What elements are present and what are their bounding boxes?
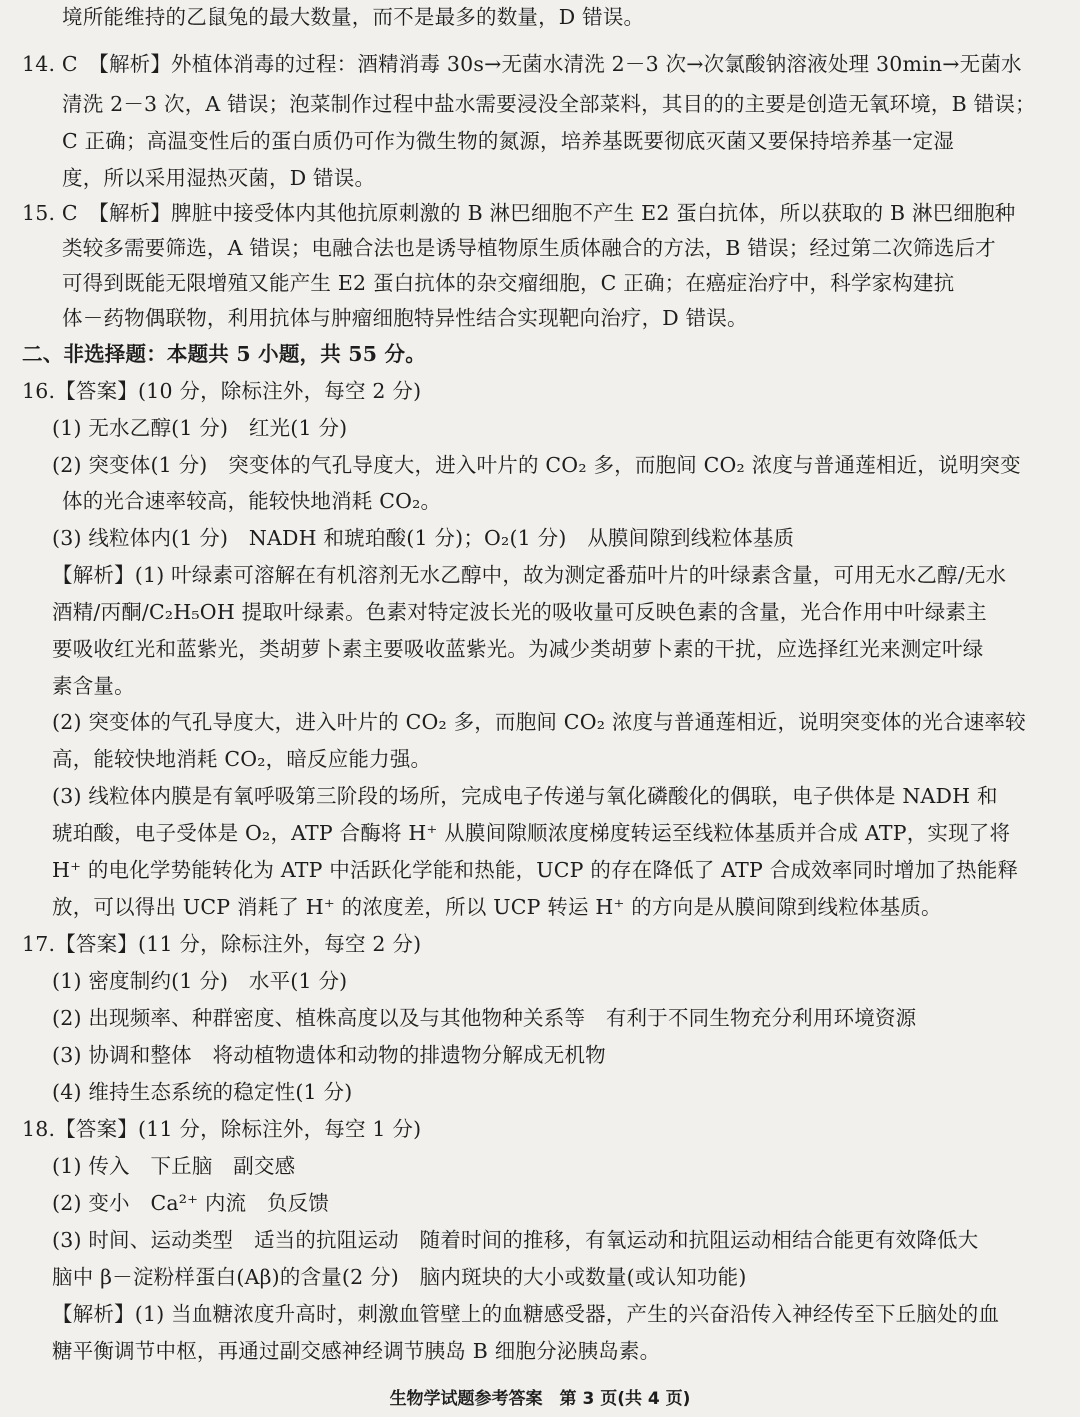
text-line: 【解析】(1) 叶绿素可溶解在有机溶剂无水乙醇中，故为测定番茄叶片的叶绿素含量，可用无水乙醇/无水 [52, 563, 1007, 587]
text-line: C 正确；高温变性后的蛋白质仍可作为微生物的氮源，培养基既要彻底灭菌又要保持培养基一定湿 [62, 129, 954, 153]
text-line: 酒精/丙酮/C₂H₅OH 提取叶绿素。色素对特定波长光的吸收量可反映色素的含量，光合作用中叶绿素主 [52, 600, 987, 624]
text-line: (4) 维持生态系统的稳定性(1 分) [52, 1080, 353, 1104]
text-line: (1) 无水乙醇(1 分) 红光(1 分) [52, 416, 348, 440]
text-line: 境所能维持的乙鼠兔的最大数量，而不是最多的数量，D 错误。 [62, 5, 645, 29]
text-line: (3) 时间、运动类型 适当的抗阻运动 随着时间的推移，有氧运动和抗阻运动相结合能更有效降低大 [52, 1228, 979, 1252]
text-line: 17.【答案】(11 分，除标注外，每空 2 分) [22, 932, 422, 956]
text-line: 14. C 【解析】外植体消毒的过程：酒精消毒 30s→无菌水清洗 2－3 次→次氯酸钠溶液处理 30min→无菌水 [22, 52, 1022, 76]
text-line: 18.【答案】(11 分，除标注外，每空 1 分) [22, 1117, 422, 1141]
text-line: 度，所以采用湿热灭菌，D 错误。 [62, 166, 376, 190]
text-line: 体的光合速率较高，能较快地消耗 CO₂。 [62, 489, 442, 513]
text-line: 脑中 β－淀粉样蛋白(Aβ)的含量(2 分) 脑内斑块的大小或数量(或认知功能) [52, 1265, 747, 1289]
text-line: 体－药物偶联物，利用抗体与肿瘤细胞特异性结合实现靶向治疗，D 错误。 [62, 306, 748, 330]
text-line: 【解析】(1) 当血糖浓度升高时，刺激血管壁上的血糖感受器，产生的兴奋沿传入神经传至下丘脑处的血 [52, 1302, 1000, 1326]
text-line: 可得到既能无限增殖又能产生 E2 蛋白抗体的杂交瘤细胞，C 正确；在癌症治疗中，科学家构建抗 [62, 271, 955, 295]
text-line: 清洗 2－3 次，A 错误；泡菜制作过程中盐水需要浸没全部菜料，其目的的主要是创造无氧环境，B 错误； [62, 92, 1036, 116]
text-line: (3) 线粒体内(1 分) NADH 和琥珀酸(1 分)；O₂(1 分) 从膜间隙到线粒体基质 [52, 526, 795, 550]
text-line: (1) 密度制约(1 分) 水平(1 分) [52, 969, 348, 993]
text-line: (2) 突变体(1 分) 突变体的气孔导度大，进入叶片的 CO₂ 多，而胞间 CO₂ 浓度与普通莲相近，说明突变 [52, 453, 1021, 477]
text-line: 糖平衡调节中枢，再通过副交感神经调节胰岛 B 细胞分泌胰岛素。 [52, 1339, 661, 1363]
section-heading: 二、非选择题：本题共 5 小题，共 55 分。 [22, 342, 426, 366]
text-line: 高，能较快地消耗 CO₂，暗反应能力强。 [52, 747, 432, 771]
text-line: 琥珀酸，电子受体是 O₂，ATP 合酶将 H⁺ 从膜间隙顺浓度梯度转运至线粒体基质并合成 ATP，实现了将 [52, 821, 1011, 845]
page-footer: 生物学试题参考答案 第 3 页(共 4 页) [389, 1389, 691, 1409]
text-line: 素含量。 [52, 674, 135, 698]
text-line: (3) 线粒体内膜是有氧呼吸第三阶段的场所，完成电子传递与氧化磷酸化的偶联，电子供体是 NADH 和 [52, 784, 998, 808]
text-line: 16.【答案】(10 分，除标注外，每空 2 分) [22, 379, 422, 403]
text-line: (2) 变小 Ca²⁺ 内流 负反馈 [52, 1191, 330, 1215]
text-line: (3) 协调和整体 将动植物遗体和动物的排遗物分解成无机物 [52, 1043, 606, 1067]
text-line: (2) 出现频率、种群密度、植株高度以及与其他物种关系等 有利于不同生物充分利用环境资源 [52, 1006, 917, 1030]
text-line: 放，可以得出 UCP 消耗了 H⁺ 的浓度差，所以 UCP 转运 H⁺ 的方向是从膜间隙到线粒体基质。 [52, 895, 942, 919]
text-line: 类较多需要筛选，A 错误；电融合法也是诱导植物原生质体融合的方法，B 错误；经过第二次筛选后才 [62, 236, 996, 260]
text-line: 要吸收红光和蓝紫光，类胡萝卜素主要吸收蓝紫光。为减少类胡萝卜素的干扰，应选择红光来测定叶绿 [52, 637, 984, 661]
text-line: (2) 突变体的气孔导度大，进入叶片的 CO₂ 多，而胞间 CO₂ 浓度与普通莲相近，说明突变体的光合速率较 [52, 710, 1026, 734]
text-line: H⁺ 的电化学势能转化为 ATP 中活跃化学能和热能，UCP 的存在降低了 ATP 合成效率同时增加了热能释 [52, 858, 1019, 882]
text-line: (1) 传入 下丘脑 副交感 [52, 1154, 296, 1178]
text-line: 15. C 【解析】脾脏中接受体内其他抗原刺激的 B 淋巴细胞不产生 E2 蛋白抗体，所以获取的 B 淋巴细胞种 [22, 201, 1016, 225]
